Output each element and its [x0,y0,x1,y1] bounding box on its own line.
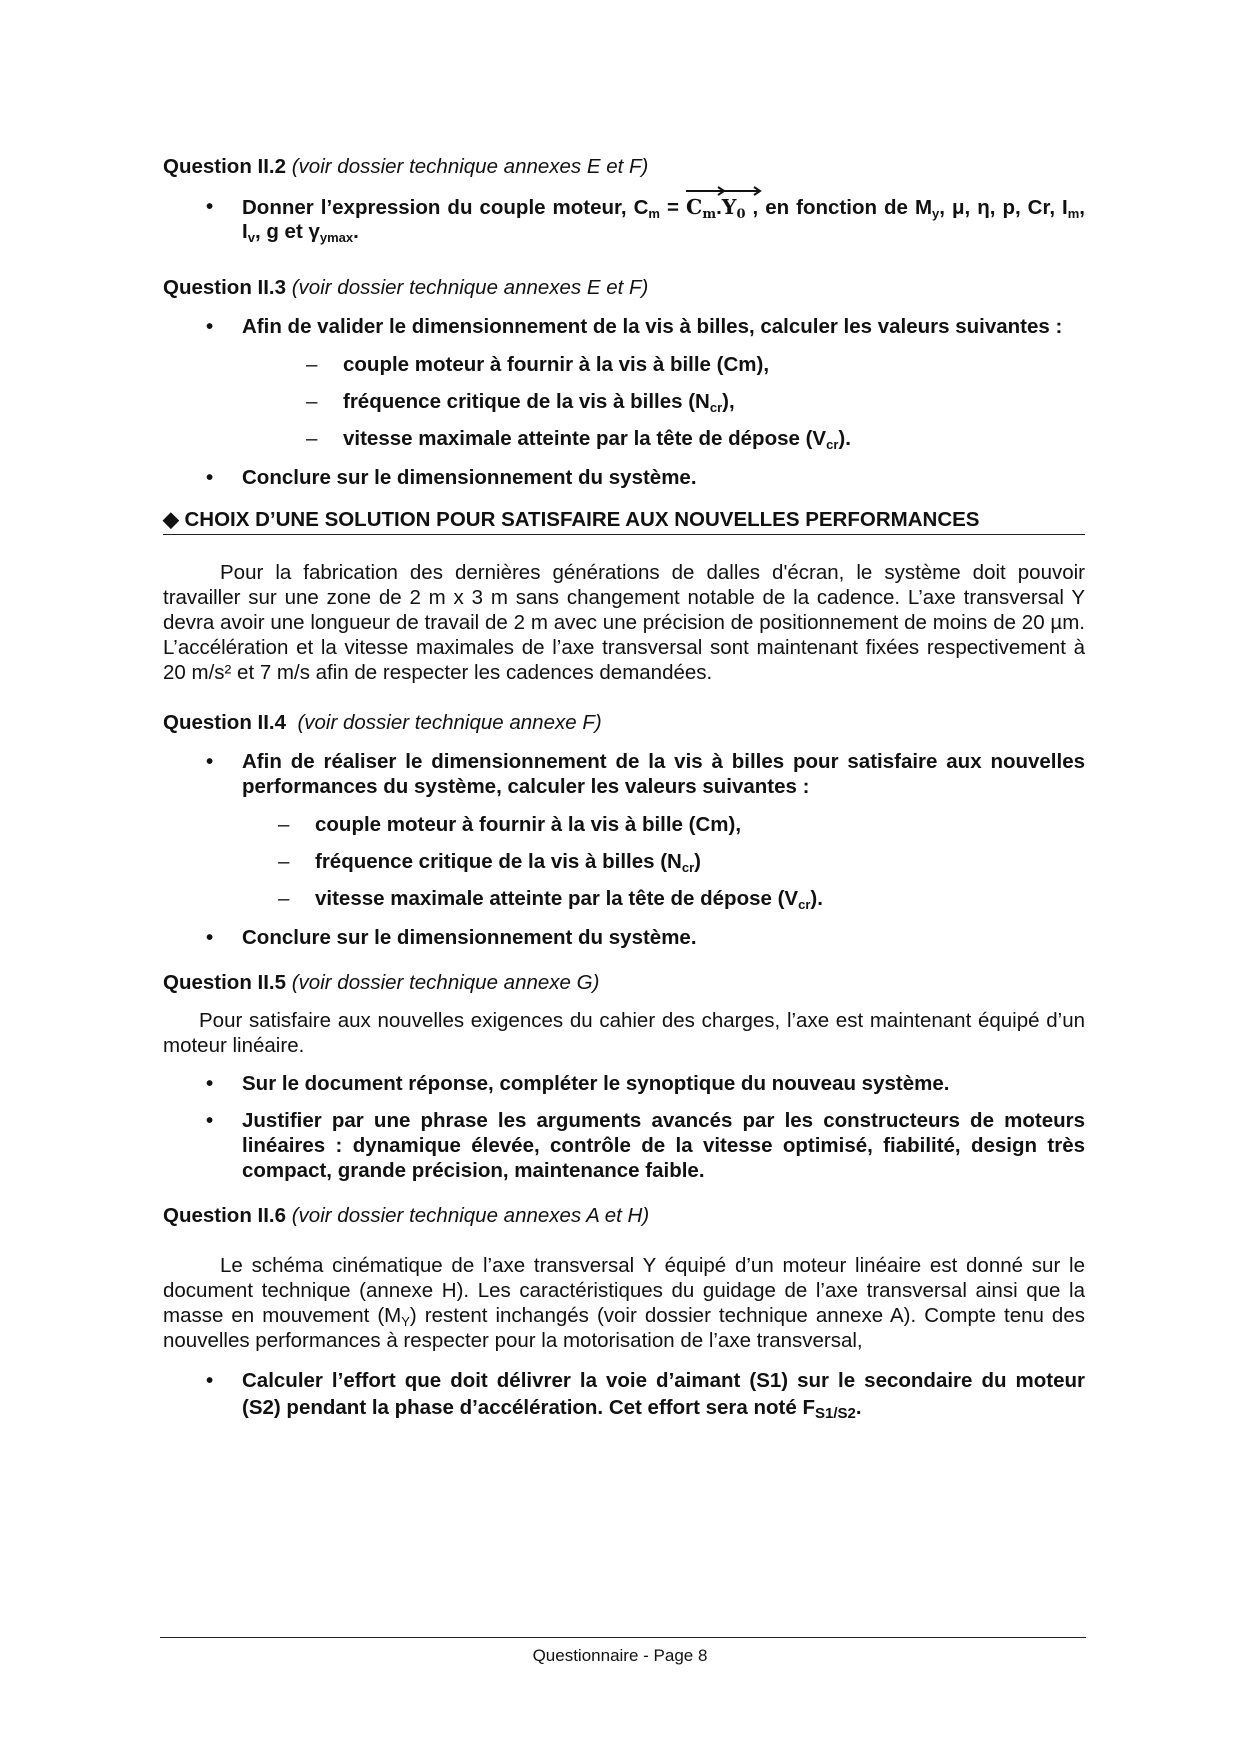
question-4-label: Question II.4 [163,711,287,734]
question-5-ref: (voir dossier technique annexe G) [291,971,600,994]
question-4-item-2: – fréquence critique de la vis à billes $(N_{cr})$ [278,850,701,875]
diamond-icon: ◆ [163,508,179,531]
question-3-item-1: – couple moteur à fournir à la vis à bille (Cm), [306,353,770,376]
section-title: CHOIX D’UNE SOLUTION POUR SATISFAIRE AUX NOUVELLES PERFORMANCES [184,508,980,531]
bullet-dot: • [206,1369,214,1392]
question-3-item-2: – fréquence critique de la vis à billes $(N_{cr})$, [306,390,735,415]
question-5-label: Question II.5 [163,971,287,994]
page-footer: Questionnaire - Page 8 [532,1646,708,1665]
question-3-bullet-1: • Afin de valider le dimensionnement de la vis à billes, calculer les valeurs suivantes : [206,315,1063,338]
question-6-ref: (voir dossier technique annexes A et H) [291,1204,650,1227]
vector-y0: $Y_0$ [722,195,746,219]
question-6-heading [163,1203,1085,1228]
bullet-dot: • [206,1072,214,1095]
section-heading [163,507,1085,535]
question-4-item-3: – vitesse maximale atteinte par la tête de dépose $(V_{cr})$. [278,887,823,912]
footer-divider [160,1637,1086,1638]
question-5-heading [163,970,1085,995]
bullet-dot: • [206,466,214,489]
question-6-label: Question II.6 [163,1204,287,1227]
question-2-label: Question II.2 [163,155,287,178]
question-2-ref: (voir dossier technique annexes E et F) [291,155,649,178]
question-4-heading [163,710,1085,735]
question-5-intro: Pour satisfaire aux nouvelles exigences du cahier des charges, l’axe est maintenant équipé d’un moteur linéaire. [163,1009,1085,1057]
dash-marker: – [306,353,318,376]
question-3-bullet-2: • Conclure sur le dimensionnement du système. [206,466,697,489]
dash-marker: – [278,850,290,873]
dash-marker: – [306,427,318,450]
vector-arrow-icon [722,186,762,196]
question-3-heading [163,275,1085,300]
bullet-dot: • [206,750,214,773]
question-2-heading [163,154,1085,179]
question-4-bullet-2: • Conclure sur le dimensionnement du système. [206,926,697,949]
dash-marker: – [278,813,290,836]
question-5-bullet-2: • Justifier par une phrase les arguments avancés par les constructeurs de moteurs linéaires : dynamique élevée, contrôle de la vitesse optimisé, fiabilité, design très compact, grande précision, maintenance faible. [206,1109,1085,1182]
question-6-paragraph: Le schéma cinématique de l’axe transversal Y équipé d’un moteur linéaire est donné sur le document technique (annexe H). Les caractéristiques du guidage de l’axe transversal ainsi que la masse en mouvement $(M_Y)$ restent inchangés (voir dossier technique annexe A). Compte tenu des nouvelles performances à respecter pour la motorisation de l’axe transversal, [163,1254,1085,1352]
question-2-bullet-1: • Donner l’expression du couple moteur, $C_m$ = $C_m$. $Y_0$ , en fonction de $M_y$, μ, η, p, Cr, $I_m$, $I_v$, g et $\gamma_{ymax}$. [163,195,1085,244]
dash-marker: – [278,887,290,910]
question-3-label: Question II.3 [163,276,287,299]
vector-arrow-icon [686,186,726,196]
bullet-dot: • [206,1109,214,1132]
question-4-item-1: – couple moteur à fournir à la vis à bille (Cm), [278,813,742,836]
question-3-ref: (voir dossier technique annexes E et F) [291,276,649,299]
dash-marker: – [306,390,318,413]
bullet-dot: • [206,195,214,218]
intro-paragraph: Pour la fabrication des dernières générations de dalles d'écran, le système doit pouvoir travailler sur une zone de 2 m x 3 m sans changement notable de la cadence. L’axe transversal Y devra avoir une longueur de travail de 2 m avec une précision de positionnement de moins de 20 µm. L’accélération et la vitesse maximales de l’axe transversal sont maintenant fixées respectivement à 20 m/s² et 7 m/s afin de respecter les cadences demandées. [163,561,1085,684]
page-body [163,155,1085,1422]
question-6-bullet-1: • Calculer l’effort que doit délivrer la voie d’aimant (S1) sur le secondaire du moteur (S2) pendant la phase d’accélération. Cet effort sera noté $F_{S1/S2}$. [206,1369,1085,1422]
bullet-dot: • [206,926,214,949]
question-4-ref: (voir dossier technique annexe F) [297,711,602,734]
bullet-dot: • [206,315,214,338]
question-5-bullet-1: • Sur le document réponse, compléter le synoptique du nouveau système. [206,1072,950,1095]
question-4-bullet-1: • Afin de réaliser le dimensionnement de la vis à billes pour satisfaire aux nouvelles performances du système, calculer les valeurs suivantes : [206,750,1085,798]
vector-cm: $C_m$ [686,195,716,219]
question-3-item-3: – vitesse maximale atteinte par la tête de dépose $(V_{cr})$. [306,427,851,452]
